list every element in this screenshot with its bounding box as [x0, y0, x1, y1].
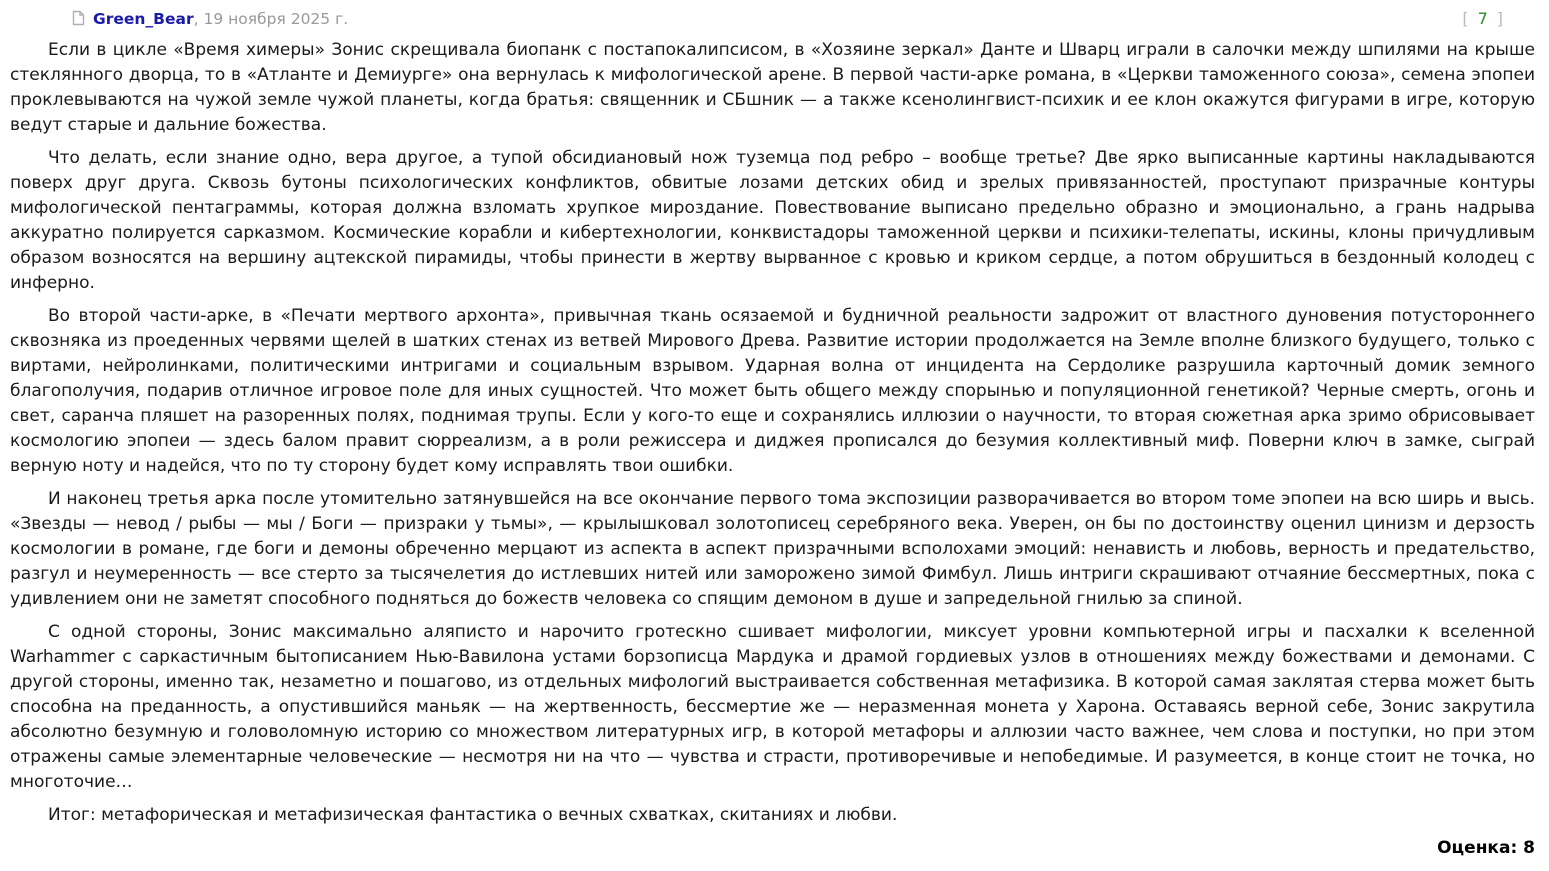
- helpfulness-rating[interactable]: [1462, 9, 1503, 28]
- rating-close-bracket: ]: [1496, 8, 1503, 28]
- review-paragraph: Если в цикле «Время химеры» Зонис скрещивала биопанк с постапокалипсисом, в «Хозяине зеркал» Данте и Шварц играли в салочки между шпилями на крыше стеклянного дворца, то в «Атланте и Демиурге» она вернулась к мифологической арене. В первой части-арке романа, в «Церкви таможенного союза», семена эпопеи проклевываются на чужой земле чужой планеты, когда братья: священник и СБшник — а также ксенолингвист-психик и ее клон окажутся фигурами в игре, которую ведут старые и дальние божества.: [10, 40, 1535, 135]
- post-header: [10, 5, 1535, 31]
- review-body: [10, 38, 1535, 828]
- review-paragraph: Во второй части-арке, в «Печати мертвого архонта», привычная ткань осязаемой и будничной реальности задрожит от властного дуновения потустороннего сквозняка из проеденных червями щелей в шатких стенах из ветвей Мирового Древа. Развитие истории продолжается на Земле вполне близкого будущего, только с виртами, нейролинками, политическими интригами и социальным взрывом. Ударная волна от инцидента на Сердолике разрушила карточный домик земного благополучия, подарив отличное игровое поле для иных сущностей. Что может быть общего между спорынью и популяционной генетикой? Черные смерть, огонь и свет, саранча пляшет на разоренных полях, поднимая трупы. Если у кого-то еще и сохранялись иллюзии о научности, то вторая сюжетная арка зримо обрисовывает космологию эпопеи — здесь балом правит сюрреализм, а в роли режиссера и диджея прописался до безумия коллективный миф. Поверни ключ в замке, сыграй верную ноту и надейся, что по ту сторону будет кому исправлять твои ошибки.: [10, 306, 1535, 476]
- post-header-left: [10, 9, 348, 28]
- document-page-icon[interactable]: [72, 10, 85, 26]
- review-paragraph: Что делать, если знание одно, вера другое, а тупой обсидиановый нож туземца под ребро – вообще третье? Две ярко выписанные картины накладываются поверх друг друга. Сквозь бутоны психологических конфликтов, обвитые лозами детских обид и зрелых привязанностей, проступают призрачные контуры мифологической пентаграммы, которая должна взломать хрупкое мироздание. Повествование выписано предельно образно и эмоционально, а грань надрыва аккуратно полируется сарказмом. Космические корабли и кибертехнологии, конквистадоры таможенной церкви и психики-телепаты, искины, клоны причудливым образом возносятся на вершину ацтекской пирамиды, чтобы принести в жертву вырванное с кровью и криком сердце, а потом обрушиться в бездонный колодец с инферно.: [10, 148, 1535, 293]
- rating-value: 7: [1477, 8, 1488, 28]
- document-page-icon-glyph: [72, 10, 85, 26]
- post-date: , 19 ноября 2025 г.: [193, 9, 349, 28]
- rating-open-bracket: [: [1462, 8, 1469, 28]
- score-label: Оценка: 8: [1437, 838, 1535, 858]
- author-link[interactable]: Green_Bear: [93, 9, 194, 28]
- review-paragraph-summary: Итог: метафорическая и метафизическая фантастика о вечных схватках, скитаниях и любви.: [48, 805, 898, 825]
- review-paragraph: С одной стороны, Зонис максимально аляписто и нарочито гротескно сшивает мифологии, миксует уровни компьютерной игры и пасхалки к вселенной Warhammer с саркастичным бытописанием Нью-Вавилона устами борзописца Мардука и драмой гордиевых узлов в отношениях между божествами и демонами. С другой стороны, именно так, незаметно и пошагово, из отдельных мифологий выстраивается собственная метафизика. В которой самая заклятая стерва может быть способна на преданность, а опустившийся маньяк — на жертвенность, бессмертие же — неразменная монета у Харона. Оставаясь верной себе, Зонис закрутила абсолютно безумную и головоломную историю со множеством литературных игр, в которой метафоры и аллюзии часто важнее, чем слова и поступки, но при этом отражены самые элементарные человеческие — несмотря ни на что — чувства и страсти, противоречивые и непобедимые. И разумеется, в конце стоит не точка, но многоточие…: [10, 622, 1535, 792]
- review-paragraph: И наконец третья арка после утомительно затянувшейся на все окончание первого тома экспозиции разворачивается во втором томе эпопеи на всю ширь и высь. «Звезды — невод / рыбы — мы / Боги — призраки у тьмы», — крылышковал золотописец серебряного века. Уверен, он бы по достоинству оценил цинизм и дерзость космологии в романе, где боги и демоны обреченно мерцают из аспекта в аспект призрачными всполохами эмоций: ненависть и любовь, верность и предательство, разгул и неумеренность — все стерто за тысячелетия до истлевших нитей или заморожено зимой Фимбул. Лишь интриги скрашивают отчаяние бессмертных, пока с удивлением они не заметят способного подняться до божеств человека со спящим демоном в душе и запредельной гнилью за спиной.: [10, 489, 1535, 609]
